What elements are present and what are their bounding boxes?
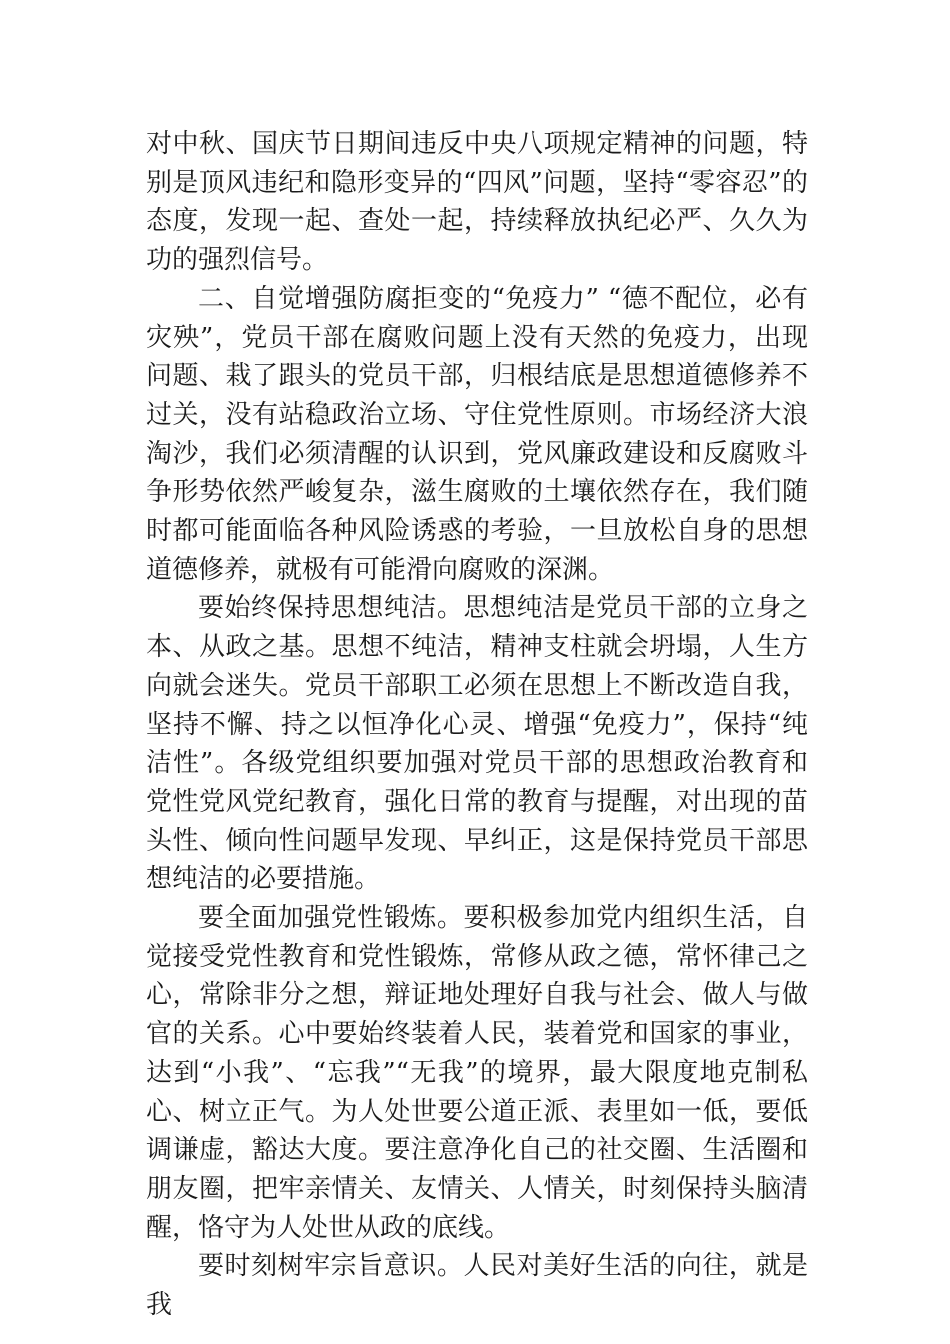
paragraph-thought-purity: 要始终保持思想纯洁。思想纯洁是党员干部的立身之本、从政之基。思想不纯洁，精神支柱就会坍塌，人生方向就会迷失。党员干部职工必须在思想上不断改造自我，坚持不懈、持之以恒净化心灵、增强“免疫力”，保持“纯洁性”。各级党组织要加强对党员干部的思想政治教育和党性党风党纪教育，强化日常的教育与提醒，对出现的苗头性、倾向性问题早发现、早纠正，这是保持党员干部思想纯洁的必要措施。	[146, 593, 808, 895]
paragraph-continuation: 对中秋、国庆节日期间违反中央八项规定精神的问题，特别是顶风违纪和隐形变异的“四风”问题，坚持“零容忍”的态度，发现一起、查处一起，持续释放执纪必严、久久为功的强烈信号。	[146, 129, 808, 276]
paragraph-section-two: 二、自觉增强防腐拒变的“免疫力” “德不配位，必有灾殃”，党员干部在腐败问题上没有天然的免疫力，出现问题、栽了跟头的党员干部，归根结底是思想道德修养不过关，没有站稳政治立场、守住党性原则。市场经济大浪淘沙，我们必须清醒的认识到，党风廉政建设和反腐败斗争形势依然严峻复杂，滋生腐败的土壤依然存在，我们随时都可能面临各种风险诱惑的考验，一旦放松自身的思想道德修养，就极有可能滑向腐败的深渊。	[146, 283, 808, 585]
paragraph-purpose-awareness: 要时刻树牢宗旨意识。人民对美好生活的向往，就是我	[146, 1251, 808, 1321]
document-body	[146, 125, 808, 1325]
paragraph-party-training: 要全面加强党性锻炼。要积极参加党内组织生活，自觉接受党性教育和党性锻炼，常修从政之德，常怀律己之心，常除非分之想，辩证地处理好自我与社会、做人与做官的关系。心中要始终装着人民，装着党和国家的事业，达到“小我”、“忘我”“无我”的境界，最大限度地克制私心、树立正气。为人处世要公道正派、表里如一低，要低调谦虚，豁达大度。要注意净化自己的社交圈、生活圈和朋友圈，把牢亲情关、友情关、人情关，时刻保持头脑清醒，恪守为人处世从政的底线。	[146, 903, 808, 1243]
